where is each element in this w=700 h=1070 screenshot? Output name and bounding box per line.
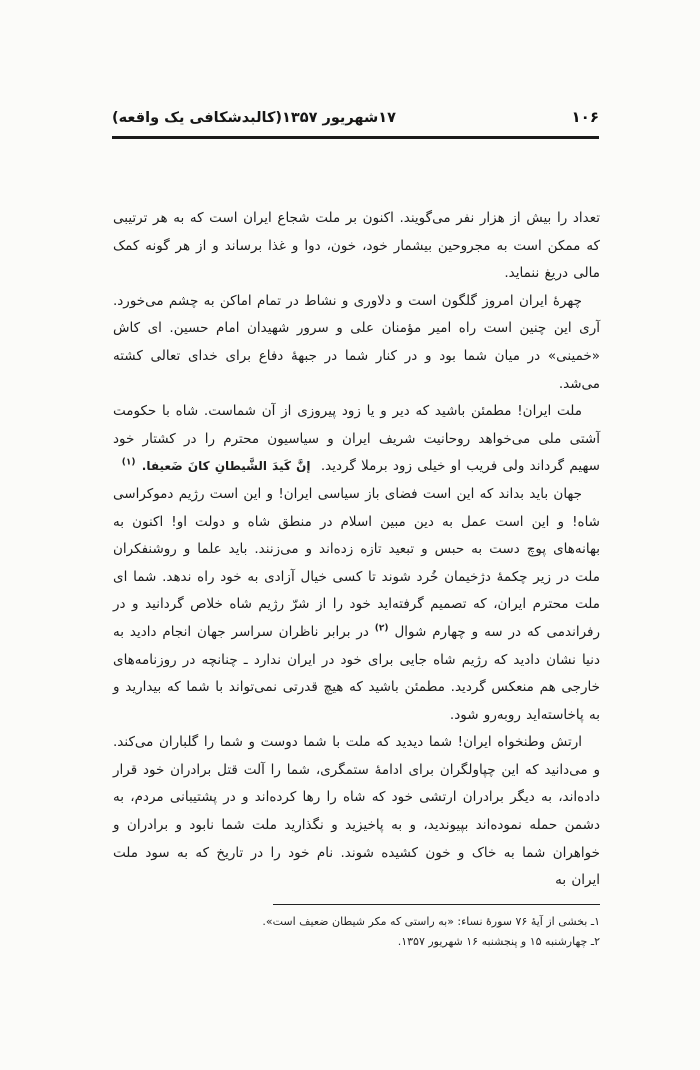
running-title: ۱۷شهریور ۱۳۵۷(کالبدشکافی یک واقعه) [112,110,396,126]
paragraph-2 [113,288,600,398]
footnote-ref-2: (۲) [374,623,389,634]
footnote-ref-1: (۱) [121,457,136,468]
header-rule [112,136,599,139]
page-number: ۱۰۶ [571,108,599,126]
quran-quote: إنَّ کَیدَ الشَّیطانِ کانَ ضَعیفا. [141,459,311,474]
page-header [112,108,599,126]
paragraph-2-text: چهرهٔ ایران امروز گلگون است و دلاوری و نشاط در تمام اماکن به چشم می‌خورد. آری این چنین است راه امیر مؤمنان علی و سرور شهیدان امام حسین. ای کاش «خمینی» در میان شما بود و در کنار شما در جبههٔ دفاع برای خدای تعالی کشته می‌شد. [113,292,600,392]
footnote-separator [273,904,600,906]
footnote-item-1: ۱ـ بخشی از آیهٔ ۷۶ سورهٔ نساء: «به راستی که مکر شیطان ضعیف است». [262,915,600,929]
paragraph-1-text: تعداد را بیش از هزار نفر می‌گویند. اکنون بر ملت شجاع ایران است که به هر ترتیبی که ممکن است به مجروحین بیشمار خود، خون، دوا و غذا برساند و از هر گونه کمک مالی دریغ ننماید. [113,210,600,282]
paragraph-4 [113,481,600,729]
paragraph-4-text-b: در برابر ناظران سراسر جهان انجام دادید به دنیا نشان دادید که رژیم شاه جایی برای خود در ایران ندارد ـ چنانچه در روزنامه‌های خارجی هم منعکس گردید. مطمئن باشید که هیچ قدرتی نمی‌تواند با شما که بیدارید و به پاخاسته‌اید روبه‌رو شود. [113,623,600,723]
footnotes [113,904,600,952]
text-column [113,205,600,951]
paragraph-5 [113,729,600,895]
footnote-item-2: ۲ـ چهارشنبه ۱۵ و پنجشنبه ۱۶ شهریور ۱۳۵۷. [397,934,600,948]
paragraph-3 [113,398,600,481]
paragraph-1 [113,205,600,288]
paragraph-5-text: ارتش وطنخواه ایران! شما دیدید که ملت با شما دوست و شما را گلباران می‌کند. و می‌دانید که این چپاولگران برای ادامهٔ ستمگری، شما را آلت قتل برادران خود قرار داده‌اند، به دیگر برادران ارتشی خود که شاه را رها کرده‌اند و در پشتیبانی مردم، به دشمن حمله نموده‌اند بپیوندید، و به پاخیزید و نگذارید ملت شما نابود و برادران و خواهران شما به خاک و خون کشیده شوند. نام خود را در تاریخ که به سود ملت ایران به [113,734,600,889]
paragraph-4-text-a: جهان باید بداند که این است فضای باز سیاسی ایران! و این است رژیم دموکراسی شاه! و این است عمل به دین مبین اسلام در منطق شاه و دولت او! اکنون به بهانه‌های پوچ دست به حبس و تبعید تازه زده‌اند و می‌زنند. باید علما و روشنفکران ملت در زیر چکمهٔ دژخیمان خُرد شوند تا کسی خیال آزادی به خود راه ندهد. شما ای ملت محترم ایران، که تصمیم گرفته‌اید خود را از شرّ رژیم شاه خلاص گردانید و در رفراندمی که در سه و چهارم شوال [113,485,601,640]
paragraph-3-text: ملت ایران! مطمئن باشید که دیر و یا زود پیروزی از آن شماست. شاه با حکومت آشتی ملی می‌خواهد روحانیت شریف ایران و سیاسیون محترم را در کشتار خود سهیم گرداند ولی فریب او خیلی زود برملا گردید. [113,403,600,475]
